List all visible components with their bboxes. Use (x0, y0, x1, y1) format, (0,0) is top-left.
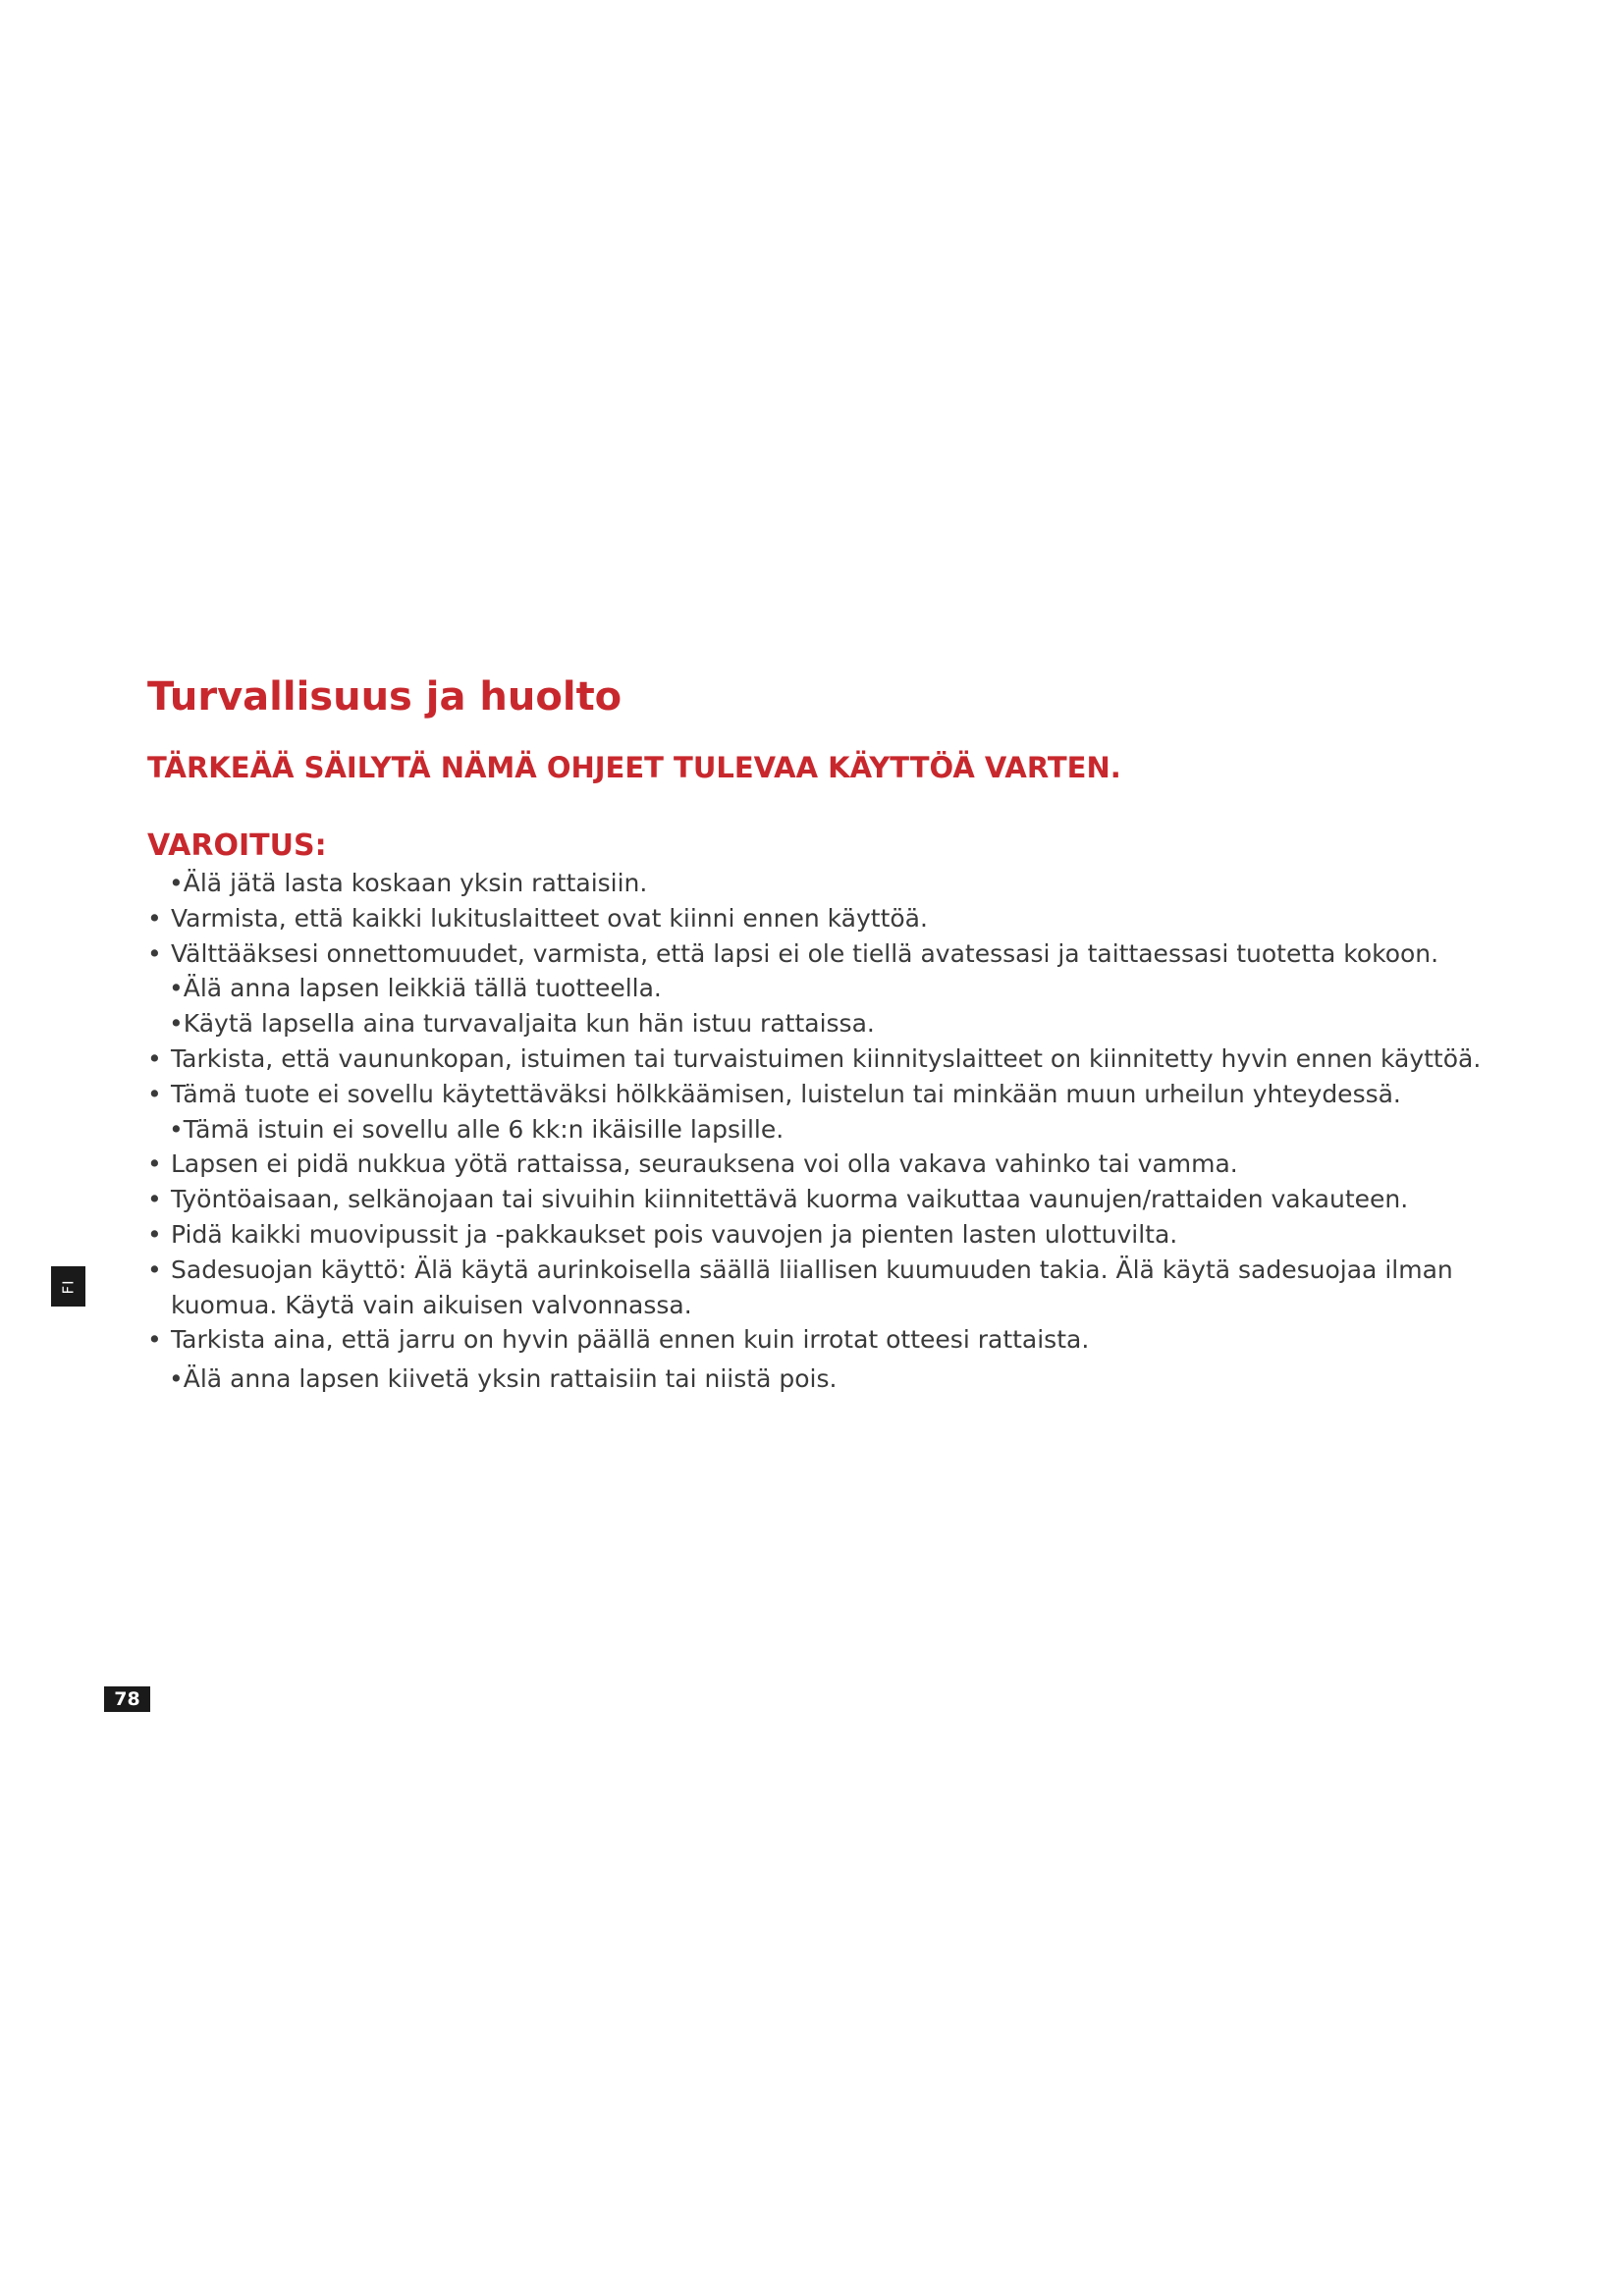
bullet-icon: • (169, 1114, 184, 1144)
bullet-icon: • (147, 1185, 162, 1214)
warning-item: • Työntöaisaan, selkänojaan tai sivuihin kiinnitettävä kuorma vaikuttaa vaunujen/rattaiden vakauteen. (147, 1182, 1483, 1217)
bullet-icon: • (147, 1043, 162, 1073)
bullet-icon: • (147, 1325, 162, 1355)
warning-item: •Älä anna lapsen leikkiä tällä tuotteella. (169, 974, 662, 1003)
language-tab (51, 1266, 85, 1307)
page-number: 78 (104, 1686, 150, 1712)
bullet-icon: • (169, 1364, 184, 1394)
language-label: FI (59, 1278, 78, 1295)
bullet-icon: • (147, 1079, 162, 1108)
warning-item: • Sadesuojan käyttö: Älä käytä aurinkoisella säällä liiallisen kuumuuden takia. Älä käytä sadesuojaa ilman kuomua. Käytä vain aikuisen valvonnassa. (147, 1253, 1483, 1323)
page-title: Turvallisuus ja huolto (147, 674, 623, 720)
warning-item: •Tämä istuin ei sovellu alle 6 kk:n ikäisille lapsille. (169, 1114, 785, 1144)
bullet-icon: • (169, 974, 184, 1003)
warning-item: •Älä anna lapsen kiivetä yksin rattaisiin tai niistä pois. (169, 1364, 838, 1394)
warning-list (147, 866, 1483, 1397)
warning-item: • Lapsen ei pidä nukkua yötä rattaissa, seurauksena voi olla vakava vahinko tai vamma. (147, 1147, 1483, 1182)
important-notice: TÄRKEÄÄ SÄILYTÄ NÄMÄ OHJEET TULEVAA KÄYTTÖÄ VARTEN. (147, 751, 1121, 784)
bullet-icon: • (169, 1009, 184, 1039)
bullet-icon: • (147, 1149, 162, 1179)
bullet-icon: • (147, 903, 162, 933)
warning-heading: VAROITUS: (147, 828, 327, 863)
warning-item: • Pidä kaikki muovipussit ja -pakkaukset pois vauvojen ja pienten lasten ulottuvilta. (147, 1217, 1483, 1253)
warning-item: • Tämä tuote ei sovellu käytettäväksi hölkkäämisen, luistelun tai minkään muun urheilun yhteydessä. (147, 1077, 1483, 1112)
warning-item: •Älä jätä lasta koskaan yksin rattaisiin. (169, 869, 648, 897)
bullet-icon: • (169, 869, 184, 897)
bullet-icon: • (147, 1219, 162, 1249)
warning-item: • Varmista, että kaikki lukituslaitteet ovat kiinni ennen käyttöä. (147, 901, 1483, 936)
bullet-icon: • (147, 1255, 162, 1284)
warning-item: • Tarkista aina, että jarru on hyvin päällä ennen kuin irrotat otteesi rattaista. (147, 1322, 1483, 1358)
bullet-icon: • (147, 938, 162, 968)
warning-item: •Käytä lapsella aina turvavaljaita kun hän istuu rattaissa. (169, 1009, 875, 1039)
warning-item: • Välttääksesi onnettomuudet, varmista, että lapsi ei ole tiellä avatessasi ja taittaessasi tuotetta kokoon. (147, 936, 1483, 972)
warning-item: • Tarkista, että vaununkopan, istuimen tai turvaistuimen kiinnityslaitteet on kiinnitetty hyvin ennen käyttöä. (147, 1041, 1483, 1077)
